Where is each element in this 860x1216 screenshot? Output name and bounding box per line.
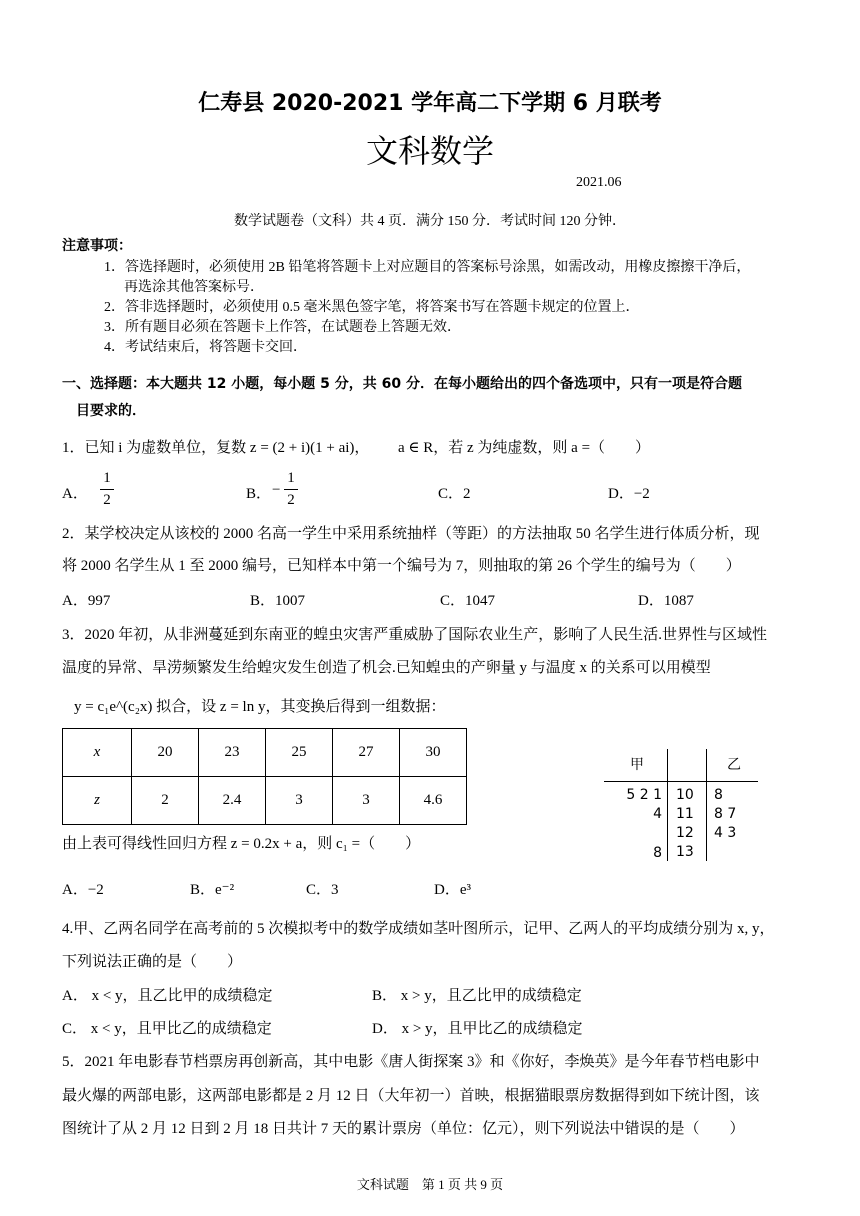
- table-cell: 30: [400, 729, 467, 777]
- table-cell: 4.6: [400, 777, 467, 825]
- q1-option-b-fraction: [284, 470, 298, 509]
- stem-leaf-left-divider: [667, 749, 668, 861]
- notice-item-2: 2．答非选择题时，必须使用 0.5 毫米黑色签字笔，将答案书写在答题卡规定的位置上．: [104, 300, 640, 315]
- q1-option-a-fraction: [100, 470, 114, 509]
- q3-line-4: 由上表可得线性回归方程 z = 0.2x + a，则 c₁ =（ ）: [62, 836, 421, 852]
- exam-subject: 文科数学: [365, 132, 494, 170]
- exam-info: 数学试题卷（文科）共 4 页．满分 150 分．考试时间 120 分钟．: [234, 214, 626, 229]
- q2-option-a: A．997: [62, 593, 111, 609]
- q3-line-2: 温度的异常、旱涝频繁发生给蝗灾发生创造了机会.已知蝗虫的产卵量 y 与温度 x 的关系可以用模型: [62, 660, 711, 676]
- notice-item-1-cont: 再选涂其他答案标号．: [124, 280, 264, 295]
- q1-stem-a: 1．已知 i 为虚数单位，复数 z = (2 + i)(1 + ai)，: [62, 440, 370, 456]
- q1-option-b-sign: −: [272, 482, 281, 498]
- section1-heading: 一、选择题：本大题共 12 小题，每小题 5 分，共 60 分．在每小题给出的四个备选项中，只有一项是符合题: [62, 376, 742, 392]
- stem-leaf-horizontal-rule: [604, 781, 758, 782]
- q1-stem-b: a ∈ R，若 z 为纯虚数，则 a =（ ）: [398, 440, 651, 456]
- notice-heading: 注意事项：: [62, 238, 132, 254]
- q3-option-a: A．−2: [62, 882, 104, 898]
- stem-leaf-left-leaves: 4: [653, 806, 662, 822]
- q1-option-a-label: A．: [62, 486, 88, 502]
- q4-option-a: A． x < y，且乙比甲的成绩稳定: [62, 988, 273, 1004]
- fraction-bar: [100, 489, 114, 490]
- page-footer: 文科试题 第 1 页 共 9 页: [356, 1177, 504, 1192]
- q5-line-1: 5．2021 年电影春节档票房再创新高，其中电影《唐人街探案 3》和《你好，李焕英》是今年春节档电影中: [62, 1054, 760, 1070]
- q2-option-b: B．1007: [250, 593, 306, 609]
- stem-leaf-stem: 11: [676, 806, 694, 822]
- section1-heading-cont: 目要求的．: [76, 403, 146, 419]
- q1-option-a-numerator: 1: [103, 470, 111, 486]
- q1-option-d: D．−2: [608, 486, 650, 502]
- stem-leaf-right-leaves: 8 7: [714, 806, 737, 822]
- table-cell: 3: [333, 777, 400, 825]
- table-cell: 3: [266, 777, 333, 825]
- stem-leaf-stem: 13: [676, 844, 694, 860]
- notice-item-4: 4．考试结束后，将答题卡交回．: [104, 340, 307, 355]
- q3-line-3: y = c₁e^(c₂x) 拟合，设 z = ln y，其变换后得到一组数据：: [74, 699, 446, 715]
- q5-line-3: 图统计了从 2 月 12 日到 2 月 18 日共计 7 天的累计票房（单位：亿元），则下列说法中错误的是（ ）: [62, 1121, 745, 1137]
- q4-line-2: 下列说法正确的是（ ）: [62, 954, 243, 970]
- q1-option-b-denominator: 2: [287, 492, 295, 508]
- table-row: [63, 729, 467, 777]
- q3-line-1: 3．2020 年初，从非洲蔓延到东南亚的蝗虫灾害严重威胁了国际农业生产，影响了人民生活.世界性与区域性: [62, 627, 768, 643]
- q2-line-1: 2．某学校决定从该校的 2000 名高一学生中采用系统抽样（等距）的方法抽取 50 名学生进行体质分析，现: [62, 526, 760, 542]
- q3-option-d: D．e³: [434, 882, 471, 898]
- q1-option-c: C．2: [438, 486, 471, 502]
- table-header-x: x: [63, 729, 132, 777]
- stem-leaf-left-title: 甲: [630, 757, 644, 773]
- exam-title: 仁寿县 2020-2021 学年高二下学期 6 月联考: [198, 91, 662, 116]
- q3-option-c: C．3: [306, 882, 339, 898]
- table-cell: 2.4: [199, 777, 266, 825]
- q5-line-2: 最火爆的两部电影，这两部电影都是 2 月 12 日（大年初一）首映，根据猫眼票房数据得到如下统计图，该: [62, 1088, 760, 1104]
- stem-leaf-left-leaves: 5 2 1: [626, 787, 662, 803]
- stem-leaf-right-leaves: 4 3: [714, 825, 737, 841]
- notice-item-1: 1．答选择题时，必须使用 2B 铅笔将答题卡上对应题目的答案标号涂黑，如需改动，用橡皮擦擦干净后，: [104, 260, 751, 275]
- stem-leaf-left-leaves: 8: [653, 845, 662, 861]
- stem-leaf-right-leaves: 8: [714, 787, 723, 803]
- table-cell: 27: [333, 729, 400, 777]
- q4-option-c: C． x < y，且甲比乙的成绩稳定: [62, 1021, 272, 1037]
- q4-option-d: D． x > y，且甲比乙的成绩稳定: [372, 1021, 583, 1037]
- notice-item-3: 3．所有题目必须在答题卡上作答，在试题卷上答题无效．: [104, 320, 461, 335]
- q2-option-c: C．1047: [440, 593, 496, 609]
- table-row: [63, 777, 467, 825]
- fraction-bar: [284, 489, 298, 490]
- q2-line-2: 将 2000 名学生从 1 至 2000 编号，已知样本中第一个编号为 7，则抽取的第 26 个学生的编号为（ ）: [62, 558, 741, 574]
- stem-leaf-stem: 12: [676, 825, 694, 841]
- table-cell: 20: [132, 729, 199, 777]
- table-cell: 23: [199, 729, 266, 777]
- stem-leaf-stem: 10: [676, 787, 694, 803]
- exam-date: 2021.06: [576, 175, 622, 190]
- table-cell: 25: [266, 729, 333, 777]
- q4-option-b: B． x > y，且乙比甲的成绩稳定: [372, 988, 582, 1004]
- stem-leaf-right-title: 乙: [727, 757, 741, 773]
- table-header-z: z: [63, 777, 132, 825]
- stem-leaf-right-divider: [706, 749, 707, 861]
- q2-option-d: D．1087: [638, 593, 694, 609]
- q1-option-b-label: B．: [246, 486, 272, 502]
- q1-option-b-numerator: 1: [287, 470, 295, 486]
- q4-line-1: 4.甲、乙两名同学在高考前的 5 次模拟考中的数学成绩如茎叶图所示，记甲、乙两人的平均成绩分别为 x, y，: [62, 921, 775, 937]
- table-cell: 2: [132, 777, 199, 825]
- q3-option-b: B．e⁻²: [190, 882, 235, 898]
- q3-data-table: [62, 728, 467, 825]
- q1-option-a-denominator: 2: [103, 492, 111, 508]
